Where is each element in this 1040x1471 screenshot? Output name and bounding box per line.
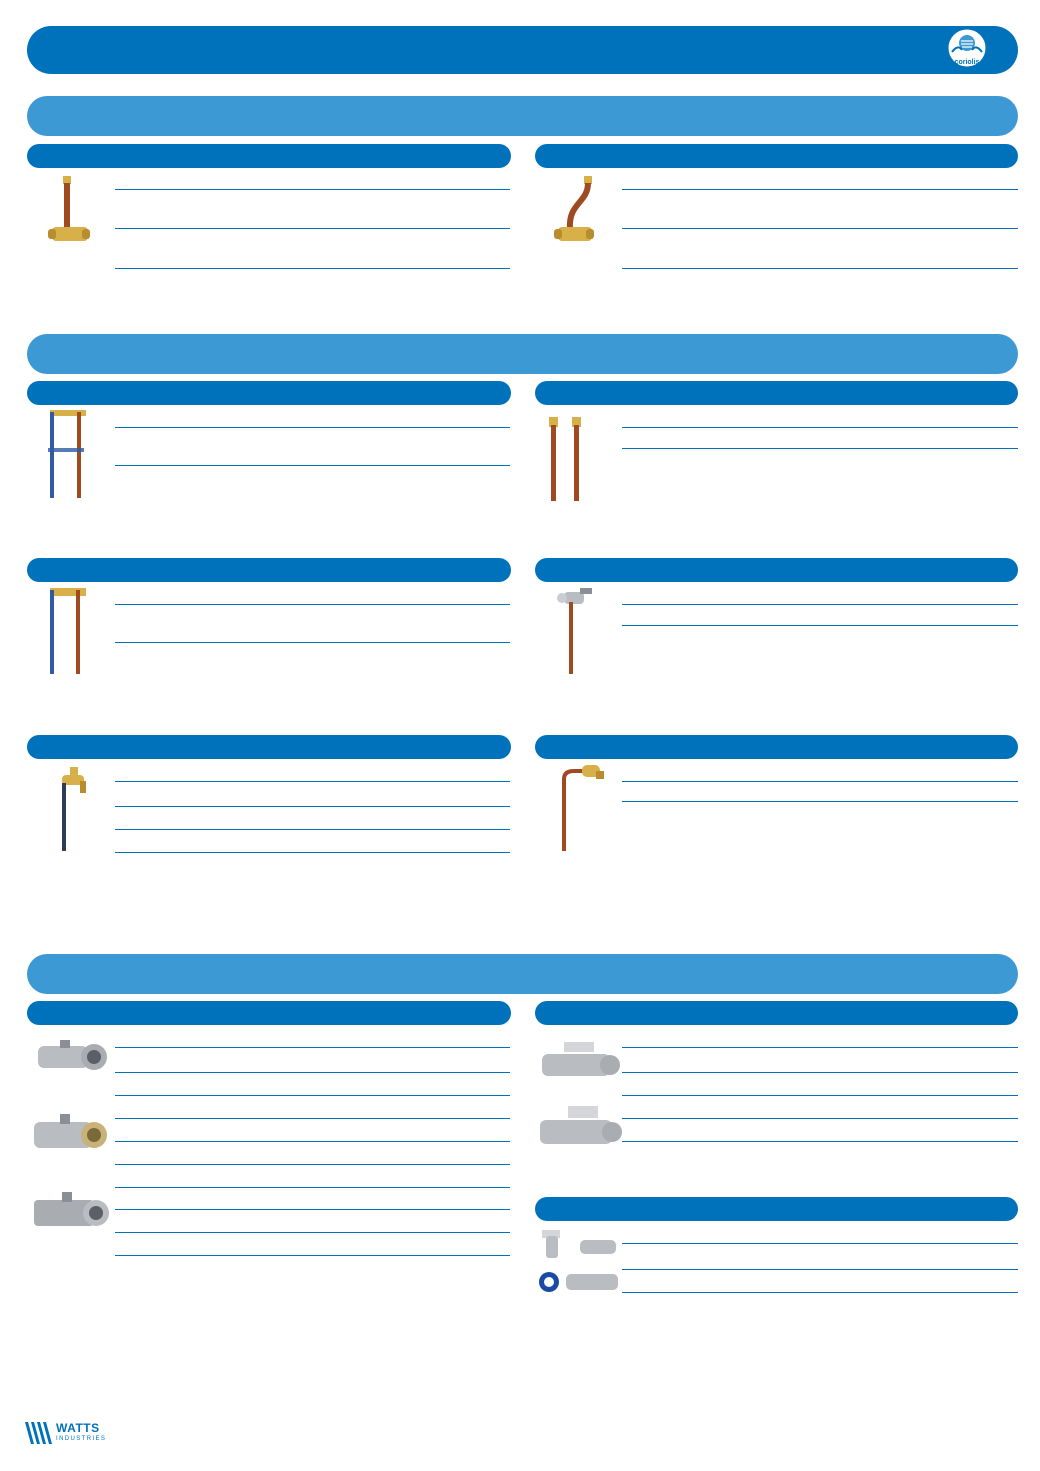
line xyxy=(622,1292,1018,1293)
subheader-bar-2b-left xyxy=(27,558,511,582)
twin-pipe-bracket-image xyxy=(44,408,94,500)
line xyxy=(622,781,1018,782)
line xyxy=(622,801,1018,802)
line xyxy=(115,604,510,605)
line xyxy=(622,1243,1018,1244)
line xyxy=(115,642,510,643)
line xyxy=(622,448,1018,449)
line xyxy=(115,268,510,269)
section-bar-1 xyxy=(27,96,1018,136)
line xyxy=(622,1047,1018,1048)
fitting-set-2-image xyxy=(536,1268,622,1296)
line xyxy=(115,228,510,229)
line xyxy=(115,1232,510,1233)
subheader-bar-2a-right xyxy=(535,381,1018,405)
lever-ball-valve-1-image xyxy=(540,1040,620,1082)
valve-with-pipe-image xyxy=(552,586,602,676)
line xyxy=(115,1047,510,1048)
line xyxy=(115,1095,510,1096)
line xyxy=(115,852,510,853)
line xyxy=(115,189,510,190)
subheader-bar-2b-right xyxy=(535,558,1018,582)
line xyxy=(115,1164,510,1165)
line xyxy=(622,1141,1018,1142)
line xyxy=(622,604,1018,605)
line xyxy=(622,625,1018,626)
lever-ball-valve-2-image xyxy=(538,1104,622,1150)
ball-valve-1-image xyxy=(36,1036,108,1076)
twin-copper-pipes-image xyxy=(543,415,587,503)
coriolis-logo-icon xyxy=(940,26,998,74)
line xyxy=(622,1072,1018,1073)
line xyxy=(622,1118,1018,1119)
ball-valve-3-image xyxy=(32,1190,110,1232)
line xyxy=(115,1141,510,1142)
line xyxy=(115,1118,510,1119)
line xyxy=(115,465,510,466)
fitting-set-1-image xyxy=(538,1226,620,1262)
line xyxy=(622,1269,1018,1270)
ball-valve-2-image xyxy=(32,1112,108,1154)
subheader-bar-2a-left xyxy=(27,381,511,405)
line xyxy=(115,829,510,830)
subheader-bar-3-right xyxy=(535,1001,1018,1025)
subheader-bar-1-left xyxy=(27,144,511,168)
svg-text:coriolis: coriolis xyxy=(954,59,980,66)
subheader-bar-3-left xyxy=(27,1001,511,1025)
line xyxy=(622,189,1018,190)
line xyxy=(115,806,510,807)
line xyxy=(622,228,1018,229)
subheader-bar-2c-left xyxy=(27,735,511,759)
line xyxy=(115,781,510,782)
twin-pipe-plate-image xyxy=(44,586,94,676)
watts-industries-logo xyxy=(25,1422,120,1446)
line xyxy=(622,427,1018,428)
watts-stripes-icon xyxy=(25,1422,55,1444)
line xyxy=(622,268,1018,269)
subheader-bar-2c-right xyxy=(535,735,1018,759)
tap-on-pipe-image xyxy=(52,765,92,853)
bent-tee-fitting-image xyxy=(550,173,600,249)
page-header-bar xyxy=(27,26,1018,74)
subheader-bar-1-right xyxy=(535,144,1018,168)
line xyxy=(115,1209,510,1210)
line xyxy=(115,1187,510,1188)
brand-name: WATTS xyxy=(56,1421,100,1435)
subheader-bar-4-right xyxy=(535,1197,1018,1221)
section-bar-2 xyxy=(27,334,1018,374)
line xyxy=(115,1072,510,1073)
line xyxy=(622,1095,1018,1096)
line xyxy=(115,427,510,428)
bent-pipe-tap-image xyxy=(556,763,608,853)
brand-subtitle: INDUSTRIES xyxy=(56,1436,107,1442)
line xyxy=(115,1255,510,1256)
tee-fitting-copper-image xyxy=(44,173,94,249)
section-bar-3 xyxy=(27,954,1018,994)
